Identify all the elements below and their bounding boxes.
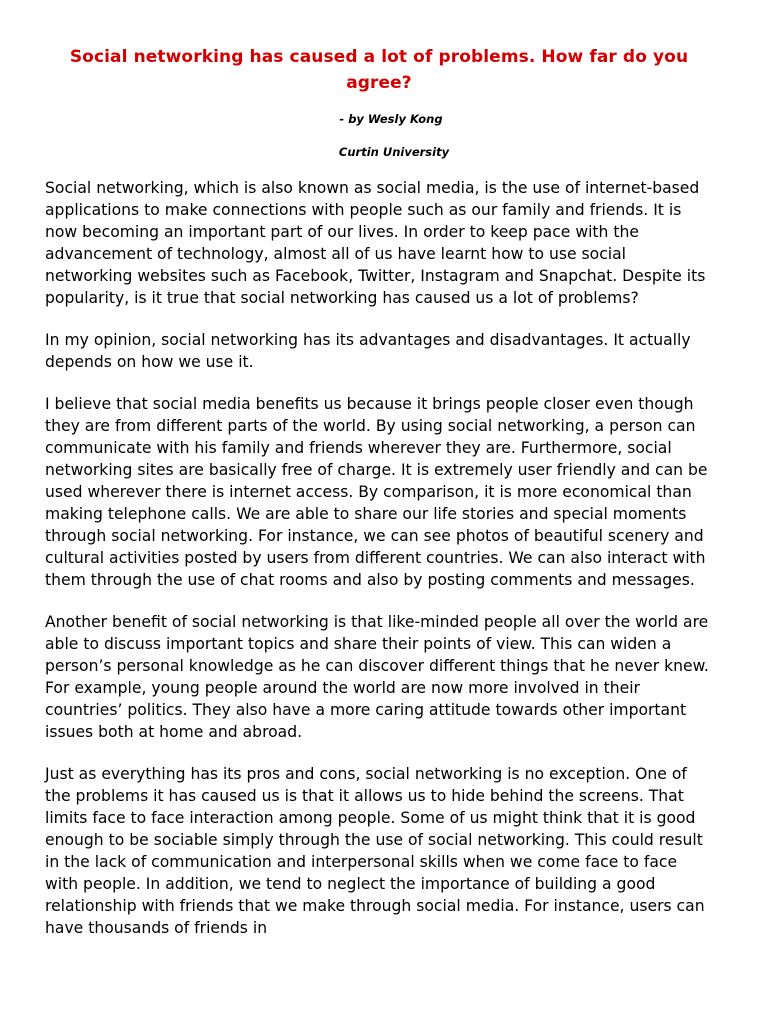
document-title: Social networking has caused a lot of problems. How far do you agree? <box>69 47 689 93</box>
paragraph-intro: Social networking, which is also known as social media, is the use of internet-based applications to make connections with people such as our family and friends. It is now becoming an important part of our lives. In order to keep pace with the advancement of technology, almost all of us have learnt how to use social networking websites such as Facebook, Twitter, Instagram and Snapchat. Despite its popularity, is it true that social networking has caused us a lot of problems? <box>45 179 706 307</box>
paragraph-benefit-discussion: Another benefit of social networking is that like-minded people all over the world are able to discuss important topics and share their points of view. This can widen a person’s personal knowledge as he can discover different things that he never knew. For example, young people around the world are now more involved in their countries’ politics. They also have a more caring attitude towards other important issues both at home and abroad. <box>45 613 709 741</box>
document-page <box>45 44 713 959</box>
paragraph-opinion: In my opinion, social networking has its advantages and disadvantages. It actually depends on how we use it. <box>45 331 691 371</box>
essay-body <box>45 177 713 939</box>
institution-line: Curtin University <box>338 145 450 159</box>
paragraph-problems: Just as everything has its pros and cons, social networking is no exception. One of the problems it has caused us is that it allows us to hide behind the screens. That limits face to face interaction among people. Some of us might think that it is good enough to be sociable simply through the use of social networking. This could result in the lack of communication and interpersonal skills when we come face to face with people. In addition, we tend to neglect the importance of building a good relationship with friends that we make through social media. For instance, users can have thousands of friends in <box>45 765 705 937</box>
author-line: - by Wesly Kong <box>339 112 443 126</box>
paragraph-benefit-closer: I believe that social media benefits us because it brings people closer even though they are from different parts of the world. By using social networking, a person can communicate with his family and friends wherever they are. Furthermore, social networking sites are basically free of charge. It is extremely user friendly and can be used wherever there is internet access. By comparison, it is more economical than making telephone calls. We are able to share our life stories and special moments through social networking. For instance, we can see photos of beautiful scenery and cultural activities posted by users from different countries. We can also interact with them through the use of chat rooms and also by posting comments and messages. <box>45 395 708 589</box>
